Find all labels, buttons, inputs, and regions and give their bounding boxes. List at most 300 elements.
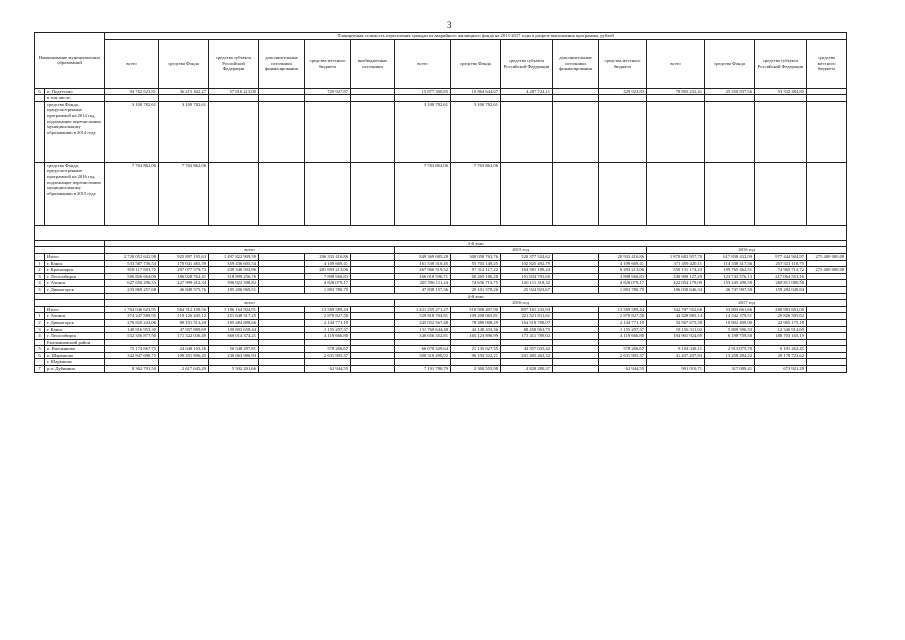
row-name: г. Канск bbox=[45, 260, 105, 267]
table-cell: 47 957 889,69 bbox=[159, 326, 209, 333]
spacer-row bbox=[35, 225, 847, 240]
table-cell: 102 825 492,79 bbox=[501, 260, 553, 267]
table-cell bbox=[351, 359, 395, 366]
table-cell: 20 933 416,86 bbox=[599, 253, 647, 260]
table-cell bbox=[351, 162, 395, 225]
column-header: средства субъекта Российской Федерации bbox=[501, 39, 553, 88]
table-row bbox=[35, 333, 847, 340]
row-number bbox=[35, 101, 45, 162]
table-cell: 55 703 149,25 bbox=[451, 260, 501, 267]
table-cell bbox=[259, 366, 305, 373]
row-number: 5 bbox=[35, 286, 45, 293]
table-cell: 564 312 109,56 bbox=[159, 306, 209, 313]
table-cell bbox=[259, 319, 305, 326]
table-cell: 251 648 317,25 bbox=[209, 313, 259, 320]
table-cell bbox=[807, 280, 847, 287]
table-cell bbox=[209, 162, 259, 225]
table-cell bbox=[305, 359, 351, 366]
table-cell: 78 389 008,29 bbox=[451, 319, 501, 326]
table-cell bbox=[305, 101, 351, 162]
table-cell bbox=[553, 267, 599, 274]
table-cell bbox=[807, 359, 847, 366]
table-cell: 818 117 693,75 bbox=[105, 267, 159, 274]
table-cell bbox=[807, 346, 847, 353]
table-cell bbox=[807, 101, 847, 162]
table-cell bbox=[351, 339, 395, 346]
table-cell: 217 064 551,16 bbox=[755, 273, 807, 280]
table-cell bbox=[259, 286, 305, 293]
table-cell: 2 300 555,98 bbox=[451, 366, 501, 373]
table-cell bbox=[351, 260, 395, 267]
table-row bbox=[35, 253, 847, 260]
table-cell: 53 803 661,66 bbox=[705, 306, 755, 313]
row-name: г. Дивногорск bbox=[45, 319, 105, 326]
row-number: 1 bbox=[35, 260, 45, 267]
table-cell: 50 548 297,81 bbox=[209, 346, 259, 353]
table-cell: 89 191 513,20 bbox=[159, 319, 209, 326]
table-row bbox=[35, 162, 847, 225]
table-cell: 396 922 398,82 bbox=[209, 280, 259, 287]
row-number bbox=[35, 359, 45, 366]
table-cell bbox=[351, 333, 395, 340]
table-row bbox=[35, 101, 847, 162]
table-cell bbox=[259, 306, 305, 313]
table-cell: 7 763 862,06 bbox=[451, 162, 501, 225]
row-name: Емельяновский район bbox=[45, 339, 105, 346]
table-cell bbox=[807, 273, 847, 280]
table-cell bbox=[351, 366, 395, 373]
table-cell: 7 763 862,06 bbox=[159, 162, 209, 225]
table-cell bbox=[755, 359, 807, 366]
table-cell bbox=[647, 359, 705, 366]
row-name: п. Емельяново bbox=[45, 346, 105, 353]
row-name: г. Шарыпово bbox=[45, 359, 105, 366]
table-cell: 673 921,29 bbox=[755, 366, 807, 373]
row-name: р.п. Дубинино bbox=[45, 366, 105, 373]
row-number: 7 bbox=[35, 366, 45, 373]
table-cell: 4 828 079,17 bbox=[305, 280, 351, 287]
table-cell: 360 014 374,21 bbox=[209, 333, 259, 340]
table-cell bbox=[553, 273, 599, 280]
table-cell bbox=[755, 95, 807, 102]
table-cell bbox=[553, 260, 599, 267]
table-cell: 3 100 782,61 bbox=[159, 101, 209, 162]
table-cell: 297 077 579,73 bbox=[159, 267, 209, 274]
table-cell bbox=[705, 101, 755, 162]
table-cell bbox=[755, 339, 807, 346]
row-name: г. Ачинск bbox=[45, 280, 105, 287]
table-cell: 21 135 027,55 bbox=[451, 346, 501, 353]
table-cell bbox=[599, 101, 647, 162]
table-cell bbox=[599, 95, 647, 102]
table-cell bbox=[553, 280, 599, 287]
table-cell: 897 181 233,93 bbox=[501, 306, 553, 313]
table-cell: 10 802 499,90 bbox=[705, 319, 755, 326]
table-cell bbox=[351, 319, 395, 326]
table-cell: 3 100 782,61 bbox=[395, 101, 451, 162]
table-cell bbox=[259, 280, 305, 287]
table-cell bbox=[351, 313, 395, 320]
table-cell: 94 762 623,81 bbox=[105, 88, 159, 95]
table-cell: 729 927,87 bbox=[305, 88, 351, 95]
table-cell: 6 293 213,06 bbox=[599, 267, 647, 274]
table-row bbox=[35, 273, 847, 280]
table-cell bbox=[705, 359, 755, 366]
table-cell: 221 521 811,61 bbox=[501, 313, 553, 320]
table-cell bbox=[351, 273, 395, 280]
table-cell: 2 913 075,70 bbox=[705, 346, 755, 353]
row-name: средства Фонда, предусмотренные программой на 2016 год, подлежащие перечислению муниципальному образованию в 2015 году bbox=[45, 162, 105, 225]
table-cell: 14 542 379,51 bbox=[705, 313, 755, 320]
row-number bbox=[35, 95, 45, 102]
row-number: 4 bbox=[35, 333, 45, 340]
table-cell: 1 186 164 924,91 bbox=[209, 306, 259, 313]
table-cell bbox=[351, 346, 395, 353]
table-cell bbox=[705, 339, 755, 346]
table-row bbox=[35, 267, 847, 274]
table-cell: 359 436 605,54 bbox=[209, 260, 259, 267]
table-cell: 268 811 080,50 bbox=[755, 280, 807, 287]
table-cell: 276 820 243,06 bbox=[105, 319, 159, 326]
stage-blank bbox=[35, 293, 105, 300]
table-cell: 47 838 157,36 bbox=[395, 286, 451, 293]
table-cell: 29 826 505,62 bbox=[755, 313, 807, 320]
table-cell bbox=[259, 95, 305, 102]
table-cell: 296 333 416,86 bbox=[305, 253, 351, 260]
table-cell: 126 111 318,32 bbox=[501, 280, 553, 287]
column-header: средства Фонда bbox=[705, 39, 755, 88]
table-cell: 2 144 771,10 bbox=[599, 319, 647, 326]
row-number: 3 bbox=[35, 273, 45, 280]
column-header: средства местного бюджета bbox=[599, 39, 647, 88]
stage-years-row bbox=[35, 300, 847, 307]
table-cell: 74 636 713,75 bbox=[451, 280, 501, 287]
table-cell bbox=[807, 319, 847, 326]
table-cell: 7 763 862,06 bbox=[105, 162, 159, 225]
table-cell: 10 864 644,67 bbox=[451, 88, 501, 95]
table-cell: 6 191 262,41 bbox=[755, 346, 807, 353]
table-cell bbox=[755, 162, 807, 225]
table-cell: 62 944,55 bbox=[599, 366, 647, 373]
table-cell bbox=[351, 253, 395, 260]
table-cell: 329 818 704,81 bbox=[395, 313, 451, 320]
table-cell: 114 338 317,36 bbox=[705, 260, 755, 267]
table-cell: 131 760 644,48 bbox=[395, 326, 451, 333]
table-cell: 533 587 730,54 bbox=[105, 260, 159, 267]
table-cell: 185 484 888,66 bbox=[209, 319, 259, 326]
table-cell bbox=[599, 359, 647, 366]
row-number bbox=[35, 253, 45, 260]
row-name: г. Лесосибирск bbox=[45, 333, 105, 340]
table-cell bbox=[705, 162, 755, 225]
table-cell bbox=[105, 359, 159, 366]
row-number: 6 bbox=[35, 88, 45, 95]
column-header: средства Фонда bbox=[451, 39, 501, 88]
table-cell bbox=[209, 339, 259, 346]
table-cell bbox=[755, 101, 807, 162]
table-cell: 233 869 257,68 bbox=[105, 286, 159, 293]
table-cell: 1 497 822 909,59 bbox=[209, 253, 259, 260]
table-cell: 3 898 666,83 bbox=[599, 273, 647, 280]
page-number: 3 bbox=[447, 20, 452, 30]
table-cell: 109 451 806,45 bbox=[159, 352, 209, 359]
table-cell: 7 763 862,06 bbox=[395, 162, 451, 225]
table-cell bbox=[259, 273, 305, 280]
table-cell bbox=[351, 95, 395, 102]
table-cell: 550 131 174,23 bbox=[647, 267, 705, 274]
table-cell bbox=[553, 253, 599, 260]
column-header: средства местного бюджета bbox=[807, 39, 847, 88]
table-cell bbox=[159, 339, 209, 346]
stage-year-1: 2015 год bbox=[395, 247, 647, 254]
table-cell bbox=[259, 260, 305, 267]
municipality-header: Наименование муниципальных образований bbox=[35, 33, 105, 89]
stage-title: 4-й этап bbox=[105, 293, 847, 300]
table-cell bbox=[501, 101, 553, 162]
table-cell bbox=[553, 95, 599, 102]
table-row bbox=[35, 359, 847, 366]
row-number: 2 bbox=[35, 319, 45, 326]
table-cell: 75 174 667,75 bbox=[105, 346, 159, 353]
table-cell: 925 897 195,63 bbox=[159, 253, 209, 260]
stage-title-row bbox=[35, 240, 847, 247]
table-cell bbox=[553, 313, 599, 320]
table-cell: 342 847 698,75 bbox=[105, 352, 159, 359]
table-cell: 2 878 827,58 bbox=[599, 313, 647, 320]
table-cell: 164 518 788,07 bbox=[501, 319, 553, 326]
table-cell: 5 809 396,33 bbox=[705, 326, 755, 333]
column-header: внебюджетные источники bbox=[351, 39, 395, 88]
table-cell: 24 048 103,26 bbox=[159, 346, 209, 353]
table-cell: 25 350 837,56 bbox=[705, 88, 755, 95]
table-cell: 201 485 263,32 bbox=[501, 352, 553, 359]
table-cell bbox=[807, 88, 847, 95]
table-row bbox=[35, 306, 847, 313]
table-cell: 186 028 762,41 bbox=[159, 273, 209, 280]
table-cell: 374 247 589,95 bbox=[105, 313, 159, 320]
table-cell bbox=[259, 313, 305, 320]
table-cell bbox=[395, 95, 451, 102]
table-cell bbox=[501, 339, 553, 346]
table-cell: 275 400 000,00 bbox=[807, 253, 847, 260]
stage-year-2: 2016 год bbox=[647, 247, 847, 254]
table-cell bbox=[553, 286, 599, 293]
program-cost-table bbox=[34, 32, 847, 373]
spacer-cell bbox=[35, 225, 847, 240]
table-cell bbox=[553, 88, 599, 95]
row-number bbox=[35, 306, 45, 313]
table-cell: 371 459 420,11 bbox=[647, 260, 705, 267]
table-cell bbox=[807, 286, 847, 293]
table-cell: 342 787 352,68 bbox=[647, 306, 705, 313]
table-cell: 164 381 189,24 bbox=[501, 267, 553, 274]
table-cell: 4 828 280,37 bbox=[501, 366, 553, 373]
table-cell: 188 703 165,19 bbox=[755, 333, 807, 340]
table-row bbox=[35, 339, 847, 346]
table-cell: 13 569 589,44 bbox=[599, 306, 647, 313]
table-cell: 57 816 213,00 bbox=[209, 88, 259, 95]
table-cell: 230 063 986,93 bbox=[209, 352, 259, 359]
table-cell bbox=[807, 162, 847, 225]
table-cell: 4 828 079,17 bbox=[599, 280, 647, 287]
table-cell: 171 322 036,49 bbox=[159, 333, 209, 340]
table-cell: 60 265 186,28 bbox=[451, 273, 501, 280]
column-header: средства Фонда bbox=[159, 39, 209, 88]
stage-title-row bbox=[35, 293, 847, 300]
table-cell bbox=[553, 101, 599, 162]
table-cell: 159 282 049,84 bbox=[755, 286, 807, 293]
table-cell: 44 428 885,14 bbox=[647, 313, 705, 320]
table-cell bbox=[553, 359, 599, 366]
table-cell bbox=[807, 339, 847, 346]
table-cell bbox=[305, 162, 351, 225]
table-cell bbox=[351, 326, 395, 333]
row-number: 1 bbox=[35, 313, 45, 320]
table-cell: 340 656 352,81 bbox=[395, 333, 451, 340]
table-cell bbox=[807, 333, 847, 340]
table-cell: 318 899 256,76 bbox=[209, 273, 259, 280]
table-cell: 29 178 723,62 bbox=[755, 352, 807, 359]
table-cell: 2 631 905,37 bbox=[305, 352, 351, 359]
table-cell bbox=[259, 352, 305, 359]
table-cell: 267 966 519,52 bbox=[395, 267, 451, 274]
table-cell bbox=[553, 352, 599, 359]
table-cell bbox=[351, 352, 395, 359]
column-header: всего bbox=[395, 39, 451, 88]
row-number: 6 bbox=[35, 352, 45, 359]
table-cell: 12 346 914,69 bbox=[755, 326, 807, 333]
column-header: всего bbox=[647, 39, 705, 88]
table-cell bbox=[351, 267, 395, 274]
row-name: п. Подтесово bbox=[45, 88, 105, 95]
table-cell: 4 119 666,80 bbox=[599, 333, 647, 340]
table-cell bbox=[305, 339, 351, 346]
table-cell: 3 100 782,61 bbox=[105, 101, 159, 162]
table-cell bbox=[351, 306, 395, 313]
table-cell: 1 803 780,79 bbox=[305, 286, 351, 293]
table-cell: 78 883 232,41 bbox=[647, 88, 705, 95]
group-title: Планируемая стоимость переселения граждан из аварийного жилищного фонда на 2013-2017 годы в разрезе выполнения программы, рублей bbox=[105, 33, 847, 40]
table-cell bbox=[647, 339, 705, 346]
table-cell: 194 901 924,69 bbox=[647, 333, 705, 340]
table-cell: 532 356 877,50 bbox=[105, 333, 159, 340]
table-cell bbox=[259, 339, 305, 346]
table-cell: 41 437 207,83 bbox=[647, 352, 705, 359]
table-row bbox=[35, 326, 847, 333]
table-cell bbox=[209, 359, 259, 366]
column-header-row bbox=[35, 39, 847, 88]
table-cell bbox=[259, 253, 305, 260]
table-cell: 88 458 963,75 bbox=[501, 326, 553, 333]
table-cell: 4 109 669,41 bbox=[599, 260, 647, 267]
table-cell bbox=[451, 359, 501, 366]
table-cell bbox=[259, 326, 305, 333]
table-cell: 1 764 046 623,95 bbox=[105, 306, 159, 313]
table-cell: 7 191 780,79 bbox=[395, 366, 451, 373]
header-group-row bbox=[35, 33, 847, 40]
table-cell bbox=[105, 95, 159, 102]
table-cell: 617 838 432,09 bbox=[705, 253, 755, 260]
table-cell bbox=[807, 352, 847, 359]
table-cell: 5 502 201,66 bbox=[209, 366, 259, 373]
table-cell: 165 123 896,99 bbox=[451, 333, 501, 340]
table-cell bbox=[259, 333, 305, 340]
table-cell: 96 193 322,21 bbox=[451, 352, 501, 359]
table-row bbox=[35, 319, 847, 326]
table-cell bbox=[159, 359, 209, 366]
table-cell: 66 070 329,64 bbox=[395, 346, 451, 353]
column-header: дополнительные источники финансирования bbox=[553, 39, 599, 88]
table-cell: 275 400 000,00 bbox=[807, 267, 847, 274]
table-cell: 2 631 905,37 bbox=[599, 352, 647, 359]
table-cell bbox=[501, 162, 553, 225]
table-cell: 153 245 498,59 bbox=[705, 280, 755, 287]
table-cell: 13 569 589,44 bbox=[305, 306, 351, 313]
table-cell: 18 156 311,02 bbox=[647, 326, 705, 333]
table-cell bbox=[553, 319, 599, 326]
table-cell: 74 965 713,72 bbox=[755, 267, 807, 274]
table-cell bbox=[209, 101, 259, 162]
table-cell bbox=[259, 162, 305, 225]
table-cell: 1 421 259 271,27 bbox=[395, 306, 451, 313]
table-cell: 109 208 065,81 bbox=[451, 313, 501, 320]
table-cell bbox=[259, 359, 305, 366]
table-cell bbox=[351, 286, 395, 293]
table-cell bbox=[647, 101, 705, 162]
table-cell bbox=[553, 333, 599, 340]
table-cell: 166 018 596,71 bbox=[395, 273, 451, 280]
table-cell: 44 357 035,42 bbox=[501, 346, 553, 353]
stage-total-label: всего bbox=[105, 247, 395, 254]
row-name: средства Фонда, предусмотренные программой на 2014 год, подлежащие перечислению муниципальному образованию в 2014 году bbox=[45, 101, 105, 162]
table-cell: 4 119 666,80 bbox=[305, 333, 351, 340]
table-row bbox=[35, 352, 847, 359]
stage-year-1: 2016 год bbox=[395, 300, 647, 307]
column-header: всего bbox=[105, 39, 159, 88]
table-cell: 239 346 502,96 bbox=[209, 267, 259, 274]
table-row bbox=[35, 313, 847, 320]
table-cell bbox=[351, 101, 395, 162]
table-cell bbox=[395, 359, 451, 366]
row-number: 3 bbox=[35, 326, 45, 333]
table-cell: 101 834 703,60 bbox=[501, 273, 553, 280]
table-cell: 6 198 759,50 bbox=[705, 333, 755, 340]
table-cell: 1 155 297,37 bbox=[305, 326, 351, 333]
table-cell: 170 041 465,59 bbox=[159, 260, 209, 267]
table-cell: 227 999 412,34 bbox=[159, 280, 209, 287]
table-cell bbox=[807, 95, 847, 102]
table-row bbox=[35, 88, 847, 95]
table-cell: 25 924 823,67 bbox=[501, 286, 553, 293]
table-cell bbox=[553, 339, 599, 346]
table-cell: 185 206 969,51 bbox=[209, 286, 259, 293]
table-cell: 20 101 578,26 bbox=[451, 286, 501, 293]
table-cell bbox=[647, 95, 705, 102]
table-cell: 506 826 664,00 bbox=[105, 273, 159, 280]
table-cell: 53 332 484,85 bbox=[755, 88, 807, 95]
table-cell bbox=[451, 339, 501, 346]
table-cell: 308 058 763,76 bbox=[451, 253, 501, 260]
table-cell bbox=[259, 101, 305, 162]
table-cell: 422 054 179,09 bbox=[647, 280, 705, 287]
row-number bbox=[35, 339, 45, 346]
table-cell bbox=[259, 346, 305, 353]
table-body bbox=[35, 88, 847, 372]
table-cell: 977 444 904,97 bbox=[755, 253, 807, 260]
table-cell bbox=[807, 313, 847, 320]
table-cell: 119 126 445,12 bbox=[159, 313, 209, 320]
stage-total-label: всего bbox=[105, 300, 395, 307]
